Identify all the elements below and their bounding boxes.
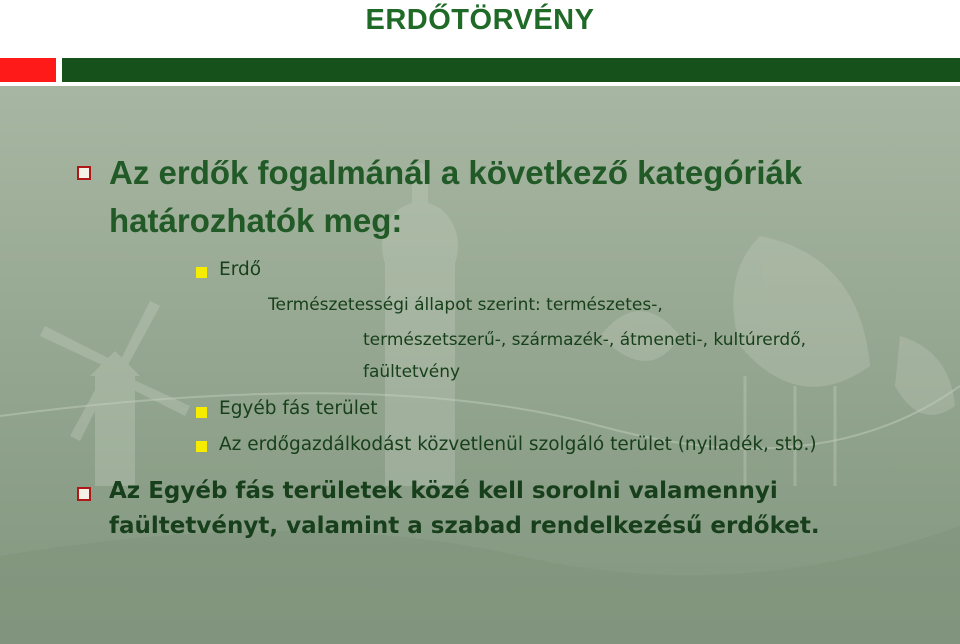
square-bullet-icon xyxy=(196,441,207,452)
erdo-detail-line-1: Természetességi állapot szerint: természetes-, xyxy=(268,295,663,315)
square-bullet-icon xyxy=(196,267,207,278)
windmill-shape xyxy=(40,301,190,486)
checkbox-bullet-icon xyxy=(77,487,91,501)
accent-bar-green xyxy=(62,58,960,82)
leaf-shape xyxy=(600,236,955,415)
checkbox-bullet-icon xyxy=(77,166,91,180)
bullet-2-line-1: Az Egyéb fás területek közé kell sorolni valamennyi xyxy=(109,478,778,504)
square-bullet-icon xyxy=(196,407,207,418)
bullet-2-line-2: faültetvényt, valamint a szabad rendelkezésű erdőket. xyxy=(109,513,820,539)
erdo-detail-line-3: faültetvény xyxy=(363,362,461,382)
sub-item-erdogazdalkodas: Az erdőgazdálkodást közvetlenül szolgáló terület (nyiladék, stb.) xyxy=(219,434,817,455)
sub-item-erdo: Erdő xyxy=(219,259,262,280)
erdo-detail-line-2: természetszerű-, származék-, átmeneti-, kultúrerdő, xyxy=(363,330,807,350)
slide-title: ERDŐTÖRVÉNY xyxy=(365,4,595,36)
accent-bar-red xyxy=(0,58,56,82)
sub-item-egyeb-fas-terulet: Egyéb fás terület xyxy=(219,398,378,419)
background-hill xyxy=(0,526,960,644)
bullet-1-line-1: Az erdők fogalmánál a következő kategóriák xyxy=(109,154,803,191)
title-area xyxy=(0,0,960,56)
tree-stalks xyxy=(745,376,835,486)
bullet-1-line-2: határozhatók meg: xyxy=(109,202,403,239)
